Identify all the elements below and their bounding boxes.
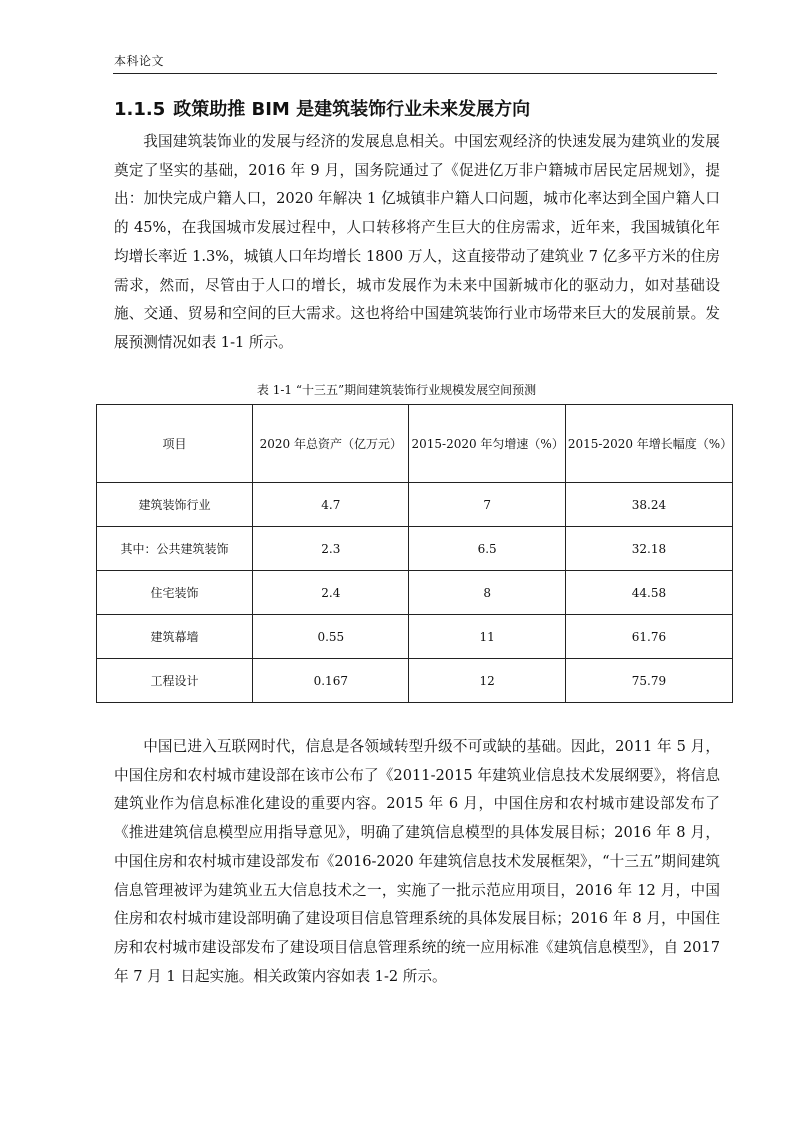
table-cell: 0.167 [253, 659, 409, 703]
section-number: 1.1.5 [114, 99, 166, 120]
header-cell-total-assets: 2020 年总资产（亿万元） [253, 405, 409, 483]
body-paragraph-2: 中国已进入互联网时代，信息是各领域转型升级不可或缺的基础。因此，2011 年 5 月，中国住房和农村城市建设部在该市公布了《2011-2015 年建筑业信息技术发展纲要》，将信息建筑业作为信息标准化建设的重要内容。2015 年 6 月，中国住房和农村城市建设部发布了《推进建筑信息模型应用指导意见》，明确了建筑信息模型的具体发展目标；2016 年 8 月，中国住房和农村城市建设部发布《2016-2020 年建筑信息技术发展框架》，“十三五”期间建筑信息管理被评为建筑业五大信息技术之一，实施了一批示范应用项目，2016 年 12 月，中国住房和农村城市建设部明确了建设项目信息管理系统的具体发展目标；2016 年 8 月，中国住房和农村城市建设部发布了建设项目信息管理系统的统一应用标准《建筑信息模型》，自 2017 年 7 月 1 日起实施。相关政策内容如表 1-2 所示。 [114, 738, 720, 985]
table-cell: 75.79 [565, 659, 732, 703]
table-row [97, 615, 733, 659]
table-cell: 2.4 [253, 571, 409, 615]
table-cell: 32.18 [565, 527, 732, 571]
table-cell: 61.76 [565, 615, 732, 659]
header-cell-growth-range: 2015-2020 年增长幅度（%） [565, 405, 732, 483]
table-cell: 12 [409, 659, 565, 703]
table-cell: 7 [409, 483, 565, 527]
header-cell-growth-rate: 2015-2020 年匀增速（%） [409, 405, 565, 483]
table-row [97, 527, 733, 571]
table-header-row [97, 405, 733, 483]
table-row [97, 483, 733, 527]
header-divider [113, 73, 717, 74]
table-cell: 38.24 [565, 483, 732, 527]
table-row [97, 659, 733, 703]
table-cell: 44.58 [565, 571, 732, 615]
table-row [97, 571, 733, 615]
table-cell: 0.55 [253, 615, 409, 659]
table-cell: 建筑装饰行业 [97, 483, 253, 527]
forecast-table [96, 404, 733, 703]
section-title: 政策助推 BIM 是建筑装饰行业未来发展方向 [173, 99, 531, 120]
page-header: 本科论文 [114, 54, 165, 68]
table-cell: 4.7 [253, 483, 409, 527]
table-cell: 11 [409, 615, 565, 659]
header-cell-item: 项目 [97, 405, 253, 483]
section-heading [114, 95, 530, 121]
table-cell: 建筑幕墙 [97, 615, 253, 659]
table-cell: 住宅装饰 [97, 571, 253, 615]
table-caption: 表 1-1 “十三五”期间建筑装饰行业规模发展空间预测 [256, 383, 537, 397]
table-cell: 8 [409, 571, 565, 615]
table-cell: 2.3 [253, 527, 409, 571]
table-cell: 工程设计 [97, 659, 253, 703]
table-cell: 其中：公共建筑装饰 [97, 527, 253, 571]
body-paragraph-1: 我国建筑装饰业的发展与经济的发展息息相关。中国宏观经济的快速发展为建筑业的发展奠定了坚实的基础，2016 年 9 月，国务院通过了《促进亿万非户籍城市居民定居规划》，提出：加快完成户籍人口，2020 年解决 1 亿城镇非户籍人口问题，城市化率达到全国户籍人口的 45%，在我国城市发展过程中，人口转移将产生巨大的住房需求，近年来，我国城镇化年均增长率近 1.3%，城镇人口年均增长 1800 万人，这直接带动了建筑业 7 亿多平方米的住房需求，然而，尽管由于人口的增长，城市发展作为未来中国新城市化的驱动力，如对基础设施、交通、贸易和空间的巨大需求。这也将给中国建筑装饰行业市场带来巨大的发展前景。发展预测情况如表 1-1 所示。 [114, 133, 720, 351]
table-cell: 6.5 [409, 527, 565, 571]
